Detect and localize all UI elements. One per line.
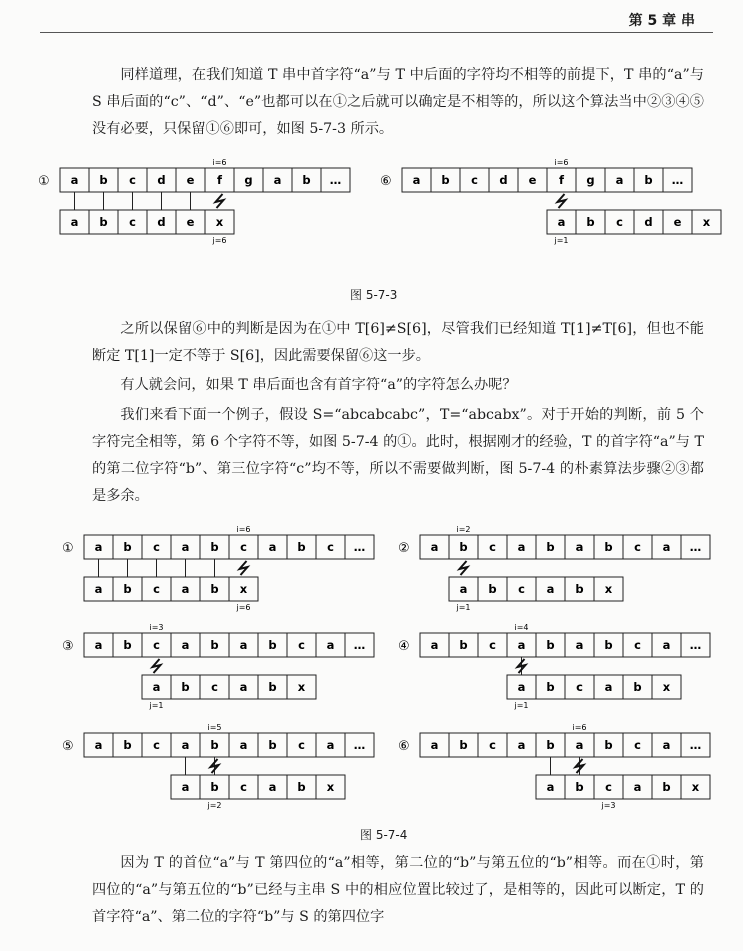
figure-5-7-3-caption: 图 5-7-3 xyxy=(350,288,398,302)
fig574-4-main-char: a xyxy=(662,638,671,652)
fig573-1-diagram xyxy=(38,158,350,245)
fig574-5-diagram xyxy=(62,723,374,810)
fig573-2-main-char: g xyxy=(586,173,595,187)
fig574-3-main-char: c xyxy=(153,638,160,652)
fig574-2-main-char: b xyxy=(604,540,613,554)
paragraph-1: 同样道理，在我们知道 T 串中首字符“a”与 T 中后面的字符均不相等的前提下，T 串的“a”与 S 串后面的“c”、“d”、“e”也都可以在①之后就可以确定是不相等的，所以这个算法当中②③④⑤没有必要，只保留①⑥即可，如图 5-7-3 所示。 xyxy=(92,67,704,137)
fig574-4-main-char: a xyxy=(430,638,439,652)
fig574-1-pattern-char: b xyxy=(210,582,219,596)
fig573-2-main-char: f xyxy=(558,173,565,187)
fig574-4-pattern-char: a xyxy=(517,680,526,694)
fig574-6-pattern-char: x xyxy=(691,780,700,794)
fig574-3-main-char: b xyxy=(268,638,277,652)
fig573-2-step-label: ⑥ xyxy=(380,174,392,189)
fig574-6-main-char: b xyxy=(459,738,468,752)
fig574-6-main-char: a xyxy=(575,738,584,752)
fig574-3-pattern-char: b xyxy=(181,680,190,694)
fig574-5-main-char: a xyxy=(326,738,335,752)
fig574-4-pattern-char: x xyxy=(662,680,671,694)
fig574-6-main-char: c xyxy=(634,738,641,752)
fig574-3-main-char: a xyxy=(326,638,335,652)
fig574-6-main-char: … xyxy=(689,738,702,752)
fig573-1-j-pointer: j=6 xyxy=(212,236,227,245)
figure-5-7-4-caption: 图 5-7-4 xyxy=(360,828,408,842)
fig574-2-main-char: a xyxy=(662,540,671,554)
figure-5-7-4 xyxy=(0,515,743,825)
fig574-3-main-char: … xyxy=(353,638,366,652)
fig574-6-step-label: ⑥ xyxy=(398,739,410,754)
fig574-1-main-char: b xyxy=(123,540,132,554)
fig573-1-main-char: … xyxy=(329,173,342,187)
fig574-5-pattern-char: b xyxy=(210,780,219,794)
fig574-6-pattern-char: a xyxy=(546,780,555,794)
fig574-3-mismatch-mark xyxy=(153,659,161,673)
fig574-6-pattern-char: b xyxy=(662,780,671,794)
fig574-2-pattern-char: a xyxy=(546,582,555,596)
fig573-1-pattern-char: c xyxy=(129,215,136,229)
fig573-1-main-char: d xyxy=(157,173,166,187)
fig574-6-pattern-char: b xyxy=(575,780,584,794)
fig574-1-diagram xyxy=(62,525,374,612)
fig574-3-main-char: c xyxy=(298,638,305,652)
fig574-4-pattern-char: b xyxy=(546,680,555,694)
fig574-4-main-char: a xyxy=(517,638,526,652)
fig573-1-main-char: a xyxy=(70,173,79,187)
fig573-2-pattern-char: x xyxy=(702,215,711,229)
fig574-2-pattern-char: b xyxy=(488,582,497,596)
fig574-5-pattern-char: x xyxy=(326,780,335,794)
fig574-5-pattern-char: a xyxy=(268,780,277,794)
fig573-1-main-char: c xyxy=(129,173,136,187)
fig574-2-j-pointer: j=1 xyxy=(456,603,471,612)
fig574-4-main-char: b xyxy=(546,638,555,652)
fig574-4-main-char: … xyxy=(689,638,702,652)
fig574-4-main-char: c xyxy=(489,638,496,652)
fig574-1-main-char: c xyxy=(327,540,334,554)
fig574-6-mismatch-mark xyxy=(576,759,584,773)
fig573-2-diagram xyxy=(380,158,721,245)
fig574-5-mismatch-mark xyxy=(211,759,219,773)
fig574-4-diagram xyxy=(398,623,710,710)
paragraph-5: 因为 T 的首位“a”与 T 第四位的“a”相等，第二位的“b”与第五位的“b”相等。而在①时，第四位的“a”与第五位的“b”已经与主串 S 中的相应位置比较过了，是相等的，因此可以断定，T 的首字符“a”、第二位的字符“b”与 S 的第四位字 xyxy=(92,855,704,925)
chapter-header: 第 5 章 串 xyxy=(628,13,695,29)
fig574-6-pattern-char: a xyxy=(633,780,642,794)
fig574-3-pattern-char: c xyxy=(211,680,218,694)
fig574-6-main-char: a xyxy=(662,738,671,752)
fig574-2-pattern-char: b xyxy=(575,582,584,596)
fig574-2-main-char: c xyxy=(489,540,496,554)
fig574-5-main-char: b xyxy=(123,738,132,752)
fig573-1-mismatch-mark xyxy=(216,194,224,208)
fig574-3-step-label: ③ xyxy=(62,639,74,654)
fig574-4-main-char: a xyxy=(575,638,584,652)
fig574-4-j-pointer: j=1 xyxy=(514,701,529,710)
fig574-6-pattern-char: c xyxy=(605,780,612,794)
fig573-1-main-char: g xyxy=(244,173,253,187)
fig574-2-pattern-char: x xyxy=(604,582,613,596)
fig574-3-pattern-char: b xyxy=(268,680,277,694)
fig573-2-main-char: c xyxy=(471,173,478,187)
fig573-2-pattern-char: d xyxy=(644,215,653,229)
fig574-3-j-pointer: j=1 xyxy=(149,701,164,710)
paragraph-2: 之所以保留⑥中的判断是因为在①中 T[6]≠S[6]，尽管我们已经知道 T[1]≠T[6]，但也不能断定 T[1]一定不等于 S[6]，因此需要保留⑥这一步。 xyxy=(92,321,704,364)
fig574-5-main-char: a xyxy=(94,738,103,752)
fig573-2-mismatch-mark xyxy=(558,194,566,208)
fig574-5-main-char: b xyxy=(210,738,219,752)
fig574-1-step-label: ① xyxy=(62,541,74,556)
fig573-1-pattern-char: d xyxy=(157,215,166,229)
fig573-2-pattern-char: a xyxy=(557,215,566,229)
figure-5-7-3 xyxy=(0,150,743,260)
fig574-3-diagram xyxy=(62,623,374,710)
fig574-2-main-char: a xyxy=(430,540,439,554)
fig573-2-j-pointer: j=1 xyxy=(554,236,569,245)
paragraph-4: 我们来看下面一个例子，假设 S=“abcabcabc”，T=“abcabx”。对于开始的判断，前 5 个字符完全相等，第 6 个字符不等，如图 5-7-4 的①。此时，根据刚才的经验，T 的首字符“a”与 T 的第二位字符“b”、第三位字符“c”均不等，所以不需要做判断，图 5-7-4 的朴素算法步骤②③都是多余。 xyxy=(92,407,704,504)
fig574-1-pattern-char: x xyxy=(239,582,248,596)
fig573-2-main-char: d xyxy=(499,173,508,187)
fig574-3-main-char: a xyxy=(181,638,190,652)
fig574-1-j-pointer: j=6 xyxy=(236,603,251,612)
fig574-3-pattern-char: a xyxy=(239,680,248,694)
fig573-1-main-char: e xyxy=(186,173,195,187)
fig574-2-main-char: a xyxy=(517,540,526,554)
fig574-2-main-char: a xyxy=(575,540,584,554)
fig574-1-i-pointer: i=6 xyxy=(236,525,251,534)
fig574-3-main-char: b xyxy=(210,638,219,652)
fig574-2-mismatch-mark xyxy=(460,561,468,575)
fig574-5-i-pointer: i=5 xyxy=(207,723,222,732)
fig573-1-pattern-char: e xyxy=(186,215,195,229)
fig574-2-pattern-char: c xyxy=(518,582,525,596)
fig574-5-main-char: a xyxy=(239,738,248,752)
fig574-4-main-char: b xyxy=(459,638,468,652)
fig574-6-main-char: c xyxy=(489,738,496,752)
fig574-1-mismatch-mark xyxy=(240,561,248,575)
fig574-5-main-char: a xyxy=(181,738,190,752)
fig573-1-step-label: ① xyxy=(38,174,50,189)
fig574-6-diagram xyxy=(398,723,710,810)
fig573-2-pattern-char: c xyxy=(616,215,623,229)
fig574-1-main-char: a xyxy=(268,540,277,554)
fig573-1-main-char: b xyxy=(99,173,108,187)
fig574-6-j-pointer: j=3 xyxy=(601,801,616,810)
fig573-2-pattern-char: b xyxy=(586,215,595,229)
fig574-1-main-char: b xyxy=(210,540,219,554)
fig574-3-i-pointer: i=3 xyxy=(149,623,164,632)
fig573-1-main-char: a xyxy=(273,173,282,187)
fig574-4-pattern-char: b xyxy=(633,680,642,694)
fig574-3-main-char: a xyxy=(239,638,248,652)
fig574-2-main-char: c xyxy=(634,540,641,554)
fig573-2-main-char: a xyxy=(412,173,421,187)
fig574-6-main-char: b xyxy=(604,738,613,752)
fig574-3-main-char: a xyxy=(94,638,103,652)
fig573-1-i-pointer: i=6 xyxy=(212,158,227,167)
fig574-1-pattern-char: c xyxy=(153,582,160,596)
fig573-1-main-char: b xyxy=(302,173,311,187)
fig574-1-pattern-char: a xyxy=(94,582,103,596)
fig574-1-main-char: a xyxy=(181,540,190,554)
fig574-6-main-char: a xyxy=(430,738,439,752)
fig574-4-mismatch-mark xyxy=(518,659,526,673)
fig574-5-main-char: … xyxy=(353,738,366,752)
fig574-2-i-pointer: i=2 xyxy=(456,525,471,534)
fig574-5-main-char: c xyxy=(153,738,160,752)
fig574-4-main-char: c xyxy=(634,638,641,652)
fig573-2-main-char: … xyxy=(671,173,684,187)
fig573-2-main-char: a xyxy=(615,173,624,187)
fig573-1-pattern-char: b xyxy=(99,215,108,229)
fig574-5-step-label: ⑤ xyxy=(62,739,74,754)
fig574-2-pattern-char: a xyxy=(459,582,468,596)
fig574-3-pattern-char: x xyxy=(297,680,306,694)
fig573-2-pattern-char: e xyxy=(673,215,682,229)
fig573-2-main-char: b xyxy=(644,173,653,187)
fig573-2-main-char: b xyxy=(441,173,450,187)
fig574-3-pattern-char: a xyxy=(152,680,161,694)
fig573-2-main-char: e xyxy=(528,173,537,187)
fig574-1-main-char: c xyxy=(240,540,247,554)
fig574-4-main-char: b xyxy=(604,638,613,652)
fig574-1-main-char: … xyxy=(353,540,366,554)
fig574-6-i-pointer: i=6 xyxy=(572,723,587,732)
fig573-2-i-pointer: i=6 xyxy=(554,158,569,167)
fig574-5-pattern-char: b xyxy=(297,780,306,794)
fig574-2-diagram xyxy=(398,525,710,612)
fig574-4-pattern-char: a xyxy=(604,680,613,694)
fig574-1-main-char: c xyxy=(153,540,160,554)
fig573-1-pattern-char: a xyxy=(70,215,79,229)
fig574-2-main-char: … xyxy=(689,540,702,554)
fig573-1-pattern-char: x xyxy=(215,215,224,229)
fig574-5-pattern-char: a xyxy=(181,780,190,794)
fig574-6-main-char: a xyxy=(517,738,526,752)
fig574-2-step-label: ② xyxy=(398,541,410,556)
fig574-4-i-pointer: i=4 xyxy=(514,623,529,632)
fig574-1-pattern-char: b xyxy=(123,582,132,596)
fig574-5-j-pointer: j=2 xyxy=(207,801,222,810)
fig574-4-pattern-char: c xyxy=(576,680,583,694)
fig574-4-step-label: ④ xyxy=(398,639,410,654)
fig574-2-main-char: b xyxy=(459,540,468,554)
fig573-1-main-char: f xyxy=(216,173,223,187)
fig574-1-main-char: a xyxy=(94,540,103,554)
header-rule xyxy=(40,32,713,33)
fig574-2-main-char: b xyxy=(546,540,555,554)
fig574-1-pattern-char: a xyxy=(181,582,190,596)
fig574-1-main-char: b xyxy=(297,540,306,554)
fig574-5-pattern-char: c xyxy=(240,780,247,794)
fig574-5-main-char: c xyxy=(298,738,305,752)
fig574-6-main-char: b xyxy=(546,738,555,752)
paragraph-3: 有人就会问，如果 T 串后面也含有首字符“a”的字符怎么办呢？ xyxy=(120,377,517,393)
fig574-5-main-char: b xyxy=(268,738,277,752)
fig574-3-main-char: b xyxy=(123,638,132,652)
